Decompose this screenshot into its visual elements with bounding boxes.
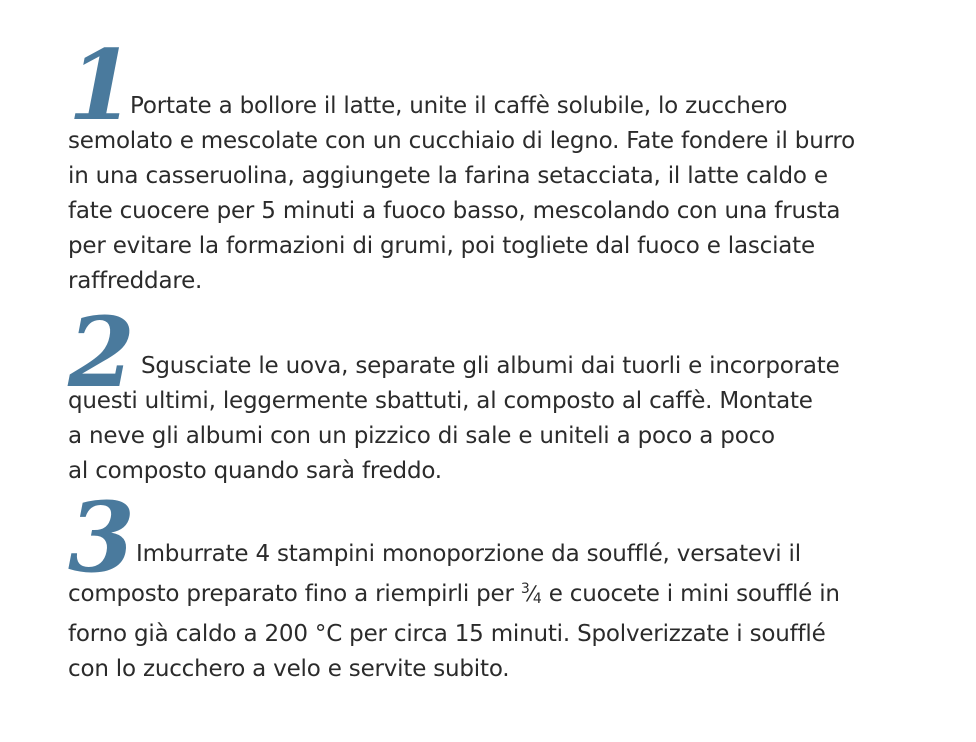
step-text (68, 29, 898, 299)
fraction-numerator: 3 (520, 581, 530, 597)
fraction: $^3⁄_4$ (520, 581, 542, 607)
step-number: 2 (68, 296, 133, 409)
step-2 (68, 296, 898, 489)
step-text (68, 296, 898, 489)
text-line: questi ultimi, leggermente sbattuti, al composto al caffè. Montate (68, 388, 813, 414)
text-line: Imburrate 4 stampini monoporzione da soufflé, versatevi il (136, 541, 801, 567)
text-line: fate cuocere per 5 minuti a fuoco basso, mescolando con una frusta (68, 198, 841, 224)
text-line-with-fraction (68, 572, 898, 617)
fraction-denominator: 4 (532, 591, 542, 607)
step-number: 3 (68, 481, 133, 594)
text-line: raffreddare. (68, 268, 203, 294)
text-line: forno già caldo a 200 °C per circa 15 minuti. Spolverizzate i soufflé (68, 621, 826, 647)
text-line: con lo zucchero a velo e servite subito. (68, 656, 510, 682)
step-number: 1 (68, 29, 133, 142)
text-line: Sgusciate le uova, separate gli albumi dai tuorli e incorporate (141, 353, 840, 379)
text-segment: composto preparato fino a riempirli per (68, 581, 514, 607)
step-3 (68, 481, 898, 687)
text-line: semolato e mescolate con un cucchiaio di legno. Fate fondere il burro (68, 128, 856, 154)
step-text (68, 481, 898, 687)
text-segment: e cuocete i mini soufflé in (548, 581, 840, 607)
text-line: a neve gli albumi con un pizzico di sale e uniteli a poco a poco (68, 423, 775, 449)
step-1 (68, 29, 898, 299)
text-line: in una casseruolina, aggiungete la farina setacciata, il latte caldo e (68, 163, 828, 189)
text-line: al composto quando sarà freddo. (68, 458, 442, 484)
text-line: Portate a bollore il latte, unite il caffè solubile, lo zucchero (130, 93, 788, 119)
text-line: per evitare la formazioni di grumi, poi togliete dal fuoco e lasciate (68, 233, 815, 259)
